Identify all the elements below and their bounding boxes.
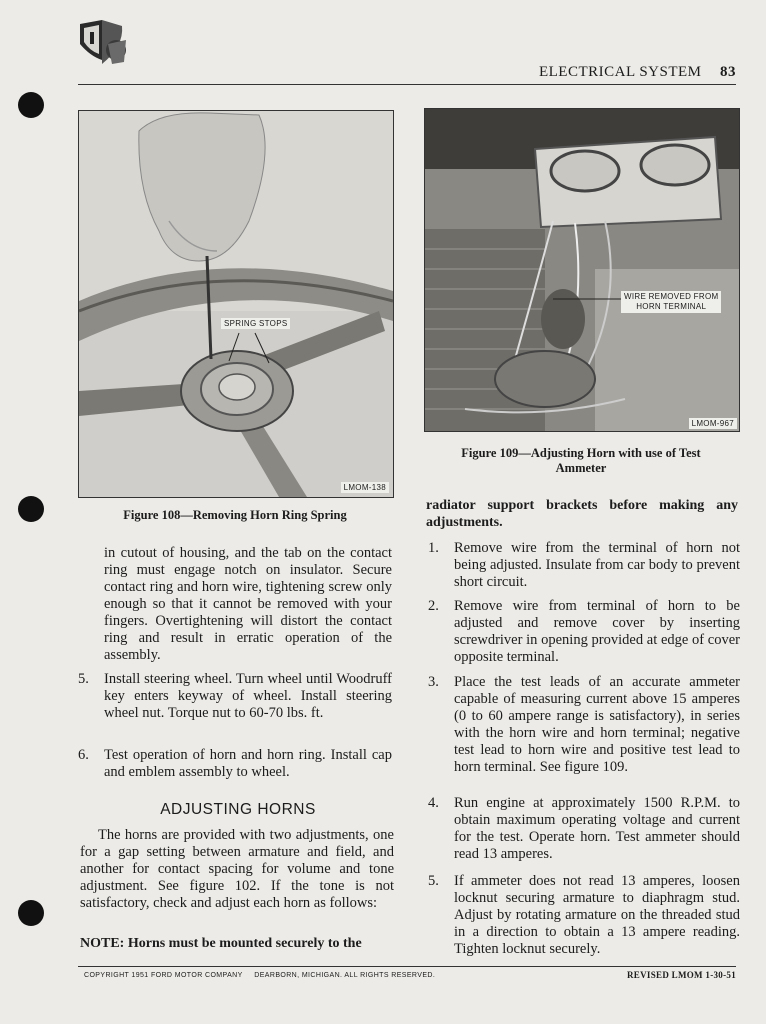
list-number: 5. (78, 671, 89, 687)
figure-109-callout-line1: WIRE REMOVED FROM (624, 292, 719, 301)
list-number: 4. (428, 795, 439, 811)
figure-109-photo (424, 108, 740, 432)
adjusting-horns-intro: The horns are provided with two adjustments, one for a gap setting between armature and field, and another for contact spacing for volume and tone adjustment. See figure 102. If the tone is not satisfactory, check and adjust each horn as follows: (80, 827, 394, 911)
binder-hole-middle (18, 496, 44, 522)
list-number: 6. (78, 747, 89, 763)
header-rule (78, 84, 736, 85)
list-text: Test operation of horn and horn ring. Install cap and emblem assembly to wheel. (104, 747, 392, 780)
right-list-item-4 (428, 795, 740, 863)
figure-109-callout (621, 291, 721, 313)
note-text: NOTE: Horns must be mounted securely to the (80, 936, 362, 951)
right-list-item-3 (428, 674, 740, 776)
right-list-item-1 (428, 540, 740, 591)
list-number: 5. (428, 873, 439, 889)
list-text: Place the test leads of an accurate ammeter capable of measuring current above 15 amperes (0 to 60 ampere range is satisfactory), in series with the horn wire and horn terminal; negative test lead to horn wire and positive test lead to horn terminal. See figure 109. (454, 674, 740, 775)
list-number: 2. (428, 598, 439, 614)
section-heading: ADJUSTING HORNS (160, 801, 316, 818)
binder-hole-top (18, 92, 44, 118)
figure-108-caption: Figure 108—Removing Horn Ring Spring (123, 508, 347, 522)
list-number: 3. (428, 674, 439, 690)
list-number: 1. (428, 540, 439, 556)
right-list-item-2 (428, 598, 740, 666)
figure-108-photo (78, 110, 394, 498)
binder-hole-bottom (18, 900, 44, 926)
footer-copyright: COPYRIGHT 1951 FORD MOTOR COMPANY DEARBORN, MICHIGAN. ALL RIGHTS RESERVED. (84, 972, 436, 979)
figure-109-caption-line1: Figure 109—Adjusting Horn with use of Test (461, 446, 701, 460)
list-text: Remove wire from terminal of horn to be adjusted and remove cover by inserting screwdriver in opening provided at edge of cover opposite terminal. (454, 598, 740, 665)
right-list-item-5 (428, 873, 740, 958)
figure-109-caption (424, 446, 738, 476)
footer-rule (78, 966, 736, 967)
figure-109-callout-line2: HORN TERMINAL (636, 302, 707, 311)
footer-revision: REVISED LMOM 1-30-51 (627, 970, 736, 980)
figure-108-callout: SPRING STOPS (221, 318, 290, 329)
steering-wheel-illustration (79, 111, 393, 497)
figure-108-photo-id: LMOM-138 (341, 482, 389, 493)
left-list-item-6 (78, 747, 392, 781)
figure-109-photo-id: LMOM-967 (689, 418, 737, 429)
list-text: Run engine at approximately 1500 R.P.M. to obtain maximum operating voltage and current for the test. Operate horn. Test ammeter should read 13 amperes. (454, 795, 740, 862)
header-section-title: ELECTRICAL SYSTEM (538, 64, 702, 80)
list-text: If ammeter does not read 13 amperes, loosen locknut securing armature to diaphragm stud. Adjust by rotating armature on the threaded stud in a direction to obtain a 13 ampere reading. Tighten locknut securely. (454, 873, 740, 957)
list-text: Remove wire from the terminal of horn not being adjusted. Insulate from car body to prevent short circuit. (454, 540, 740, 590)
ford-crest-logo-icon (72, 14, 134, 74)
left-continuation-paragraph: in cutout of housing, and the tab on the contact ring must engage notch on insulator. Secure contact ring and horn wire, tightening screw only enough so that it cannot be removed with your fingers. Overtightening will distort the contact ring and result in erratic operation of the assembly. (104, 545, 392, 663)
page-header (539, 64, 736, 81)
left-list-item-5 (78, 671, 392, 722)
figure-109-caption-line2: Ammeter (555, 461, 607, 475)
list-text: Install steering wheel. Turn wheel until Woodruff key enters keyway of wheel. Install steering wheel nut. Torque nut to 60-70 lbs. ft. (104, 671, 392, 721)
horn-ammeter-illustration (425, 109, 739, 431)
right-continuation-paragraph: radiator support brackets before making any adjustments. (426, 498, 738, 530)
page-number: 83 (720, 64, 736, 80)
